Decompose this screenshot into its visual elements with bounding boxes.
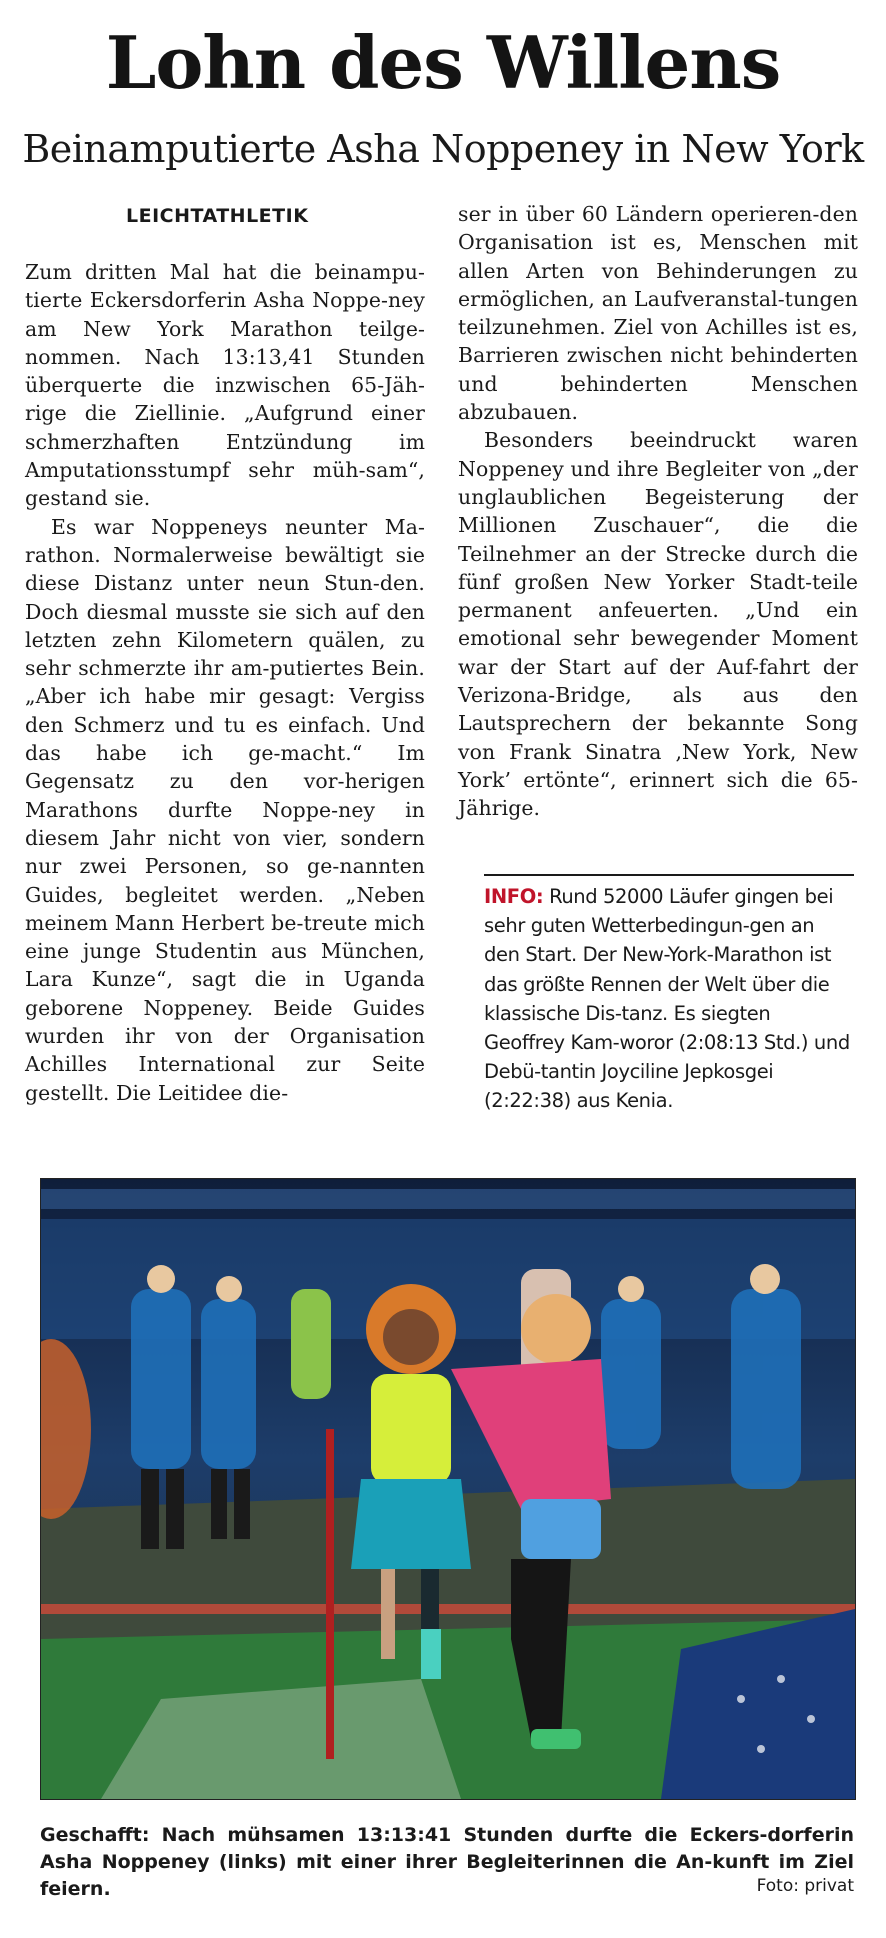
marathon-photo (40, 1178, 856, 1800)
paragraph: Es war Noppeneys neunter Ma-rathon. Normalerweise bewältigt sie diese Distanz unter neun Stun-den. Doch diesmal musste sie sich auf den letzten zehn Kilometern quälen, zu sehr schmerzte ihr am-putiertes Bein. „Aber ich habe mir gesagt: Vergiss den Schmerz und tu es einfach. Und das habe ich ge-macht.“ Im Gegensatz zu den vor-herigen Marathons durfte Noppe-ney in diesem Jahr nicht von vier, sondern nur zwei Personen, so ge-nannten Guides, begleitet werden. „Neben meinem Mann Herbert be-treute mich eine junge Studentin aus München, Lara Kunze“, sagt die in Uganda geborene Noppeney. Beide Guides wurden ihr von der Organisation Achilles International zur Seite gestellt. Die Leitidee die- (25, 514, 425, 1105)
photo-credit: Foto: privat (756, 1876, 854, 1896)
rubric: LEICHTATHLETIK (126, 205, 309, 227)
paragraph: Zum dritten Mal hat die beinampu-tierte Eckersdorferin Asha Noppe-ney am New York Marathon teilge-nommen. Nach 13:13,41 Stunden überquerte die inzwischen 65-Jäh-rige die Ziellinie. „Aufgrund einer schmerzhaften Entzündung im Amputationsstumpf sehr müh-sam“, gestand sie. (25, 260, 425, 511)
headline: Lohn des Willens (105, 20, 781, 105)
paragraph: ser in über 60 Ländern operieren-den Organisation ist es, Menschen mit allen Arten von Behinderungen zu ermöglichen, an Laufveranstal-tungen teilzunehmen. Ziel von Achilles ist es, Barrieren zwischen nicht behinderten und behinderten Menschen abzubauen. (458, 202, 858, 425)
info-box (484, 874, 854, 1116)
article-column-1 (25, 258, 425, 1107)
info-label: INFO: (484, 885, 544, 908)
subheadline: Beinamputierte Asha Noppeney in New York (22, 127, 864, 171)
paragraph: Besonders beeindruckt waren Noppeney und ihre Begleiter von „der unglaublichen Begeisterung der Millionen Zuschauer“, die die Teilnehmer an der Strecke durch die fünf großen New Yorker Stadt-teile permanent anfeuerten. „Und ein emotional sehr bewegender Moment war der Start auf der Auf-fahrt der Verizona-Bridge, als aus den Lautsprechern der bekannte Song von Frank Sinatra ‚New York, New York’ ertönte“, erinnert sich die 65-Jährige. (458, 428, 858, 821)
info-text: Rund 52000 Läufer gingen bei sehr guten Wetterbedingun-gen an den Start. Der New-York-Marathon ist das größte Rennen der Welt über die klassische Dis-tanz. Es siegten Geoffrey Kam-woror (2:08:13 Std.) und Debü-tantin Joyciline Jepkosgei (2:22:38) aus Kenia. (484, 885, 850, 1113)
photo-illustration (41, 1179, 855, 1799)
photo-caption: Geschafft: Nach mühsamen 13:13:41 Stunden durfte die Eckers-dorferin Asha Noppeney (links) mit einer ihrer Begleiterinnen die An-kunft im Ziel feiern. (40, 1824, 854, 1900)
article-column-2 (458, 200, 858, 823)
